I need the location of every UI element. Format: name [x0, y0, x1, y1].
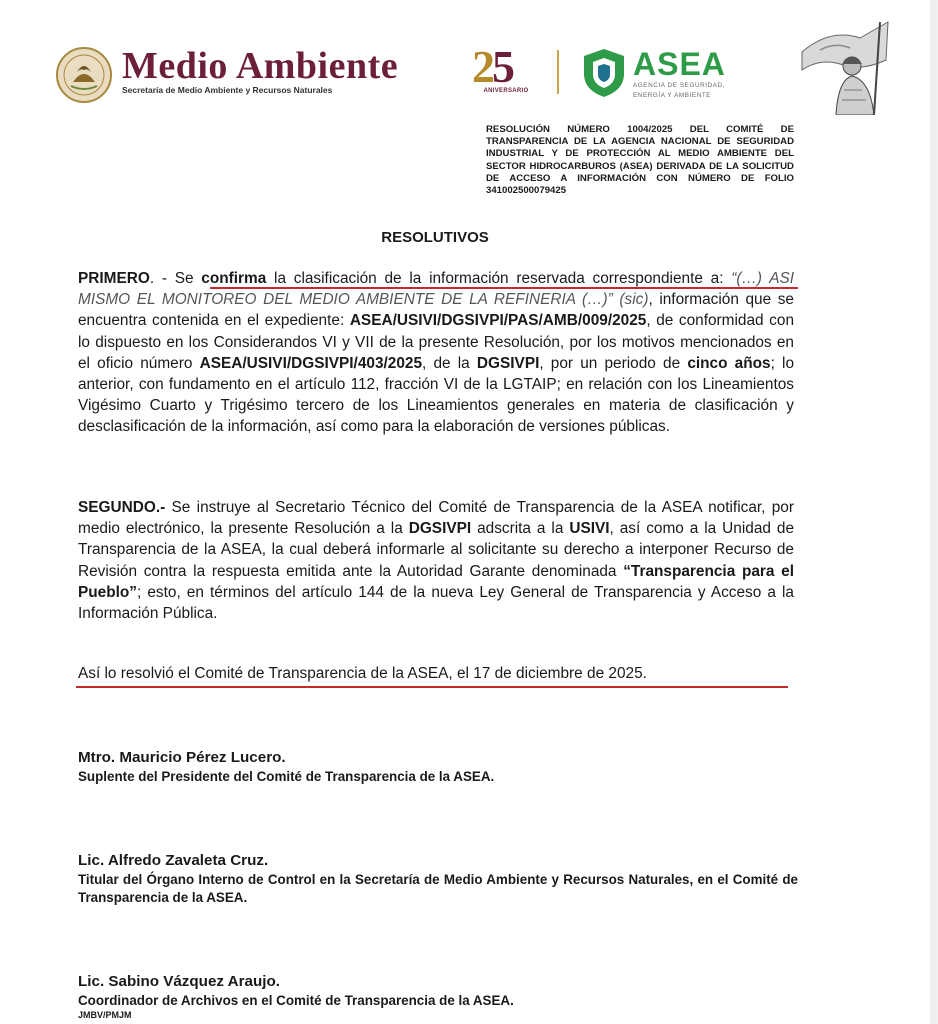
anniversary-number: 25 — [472, 41, 512, 92]
asea-tagline-2: ENERGÍA Y AMBIENTE — [633, 91, 712, 99]
segundo-authority: “Transparencia para el Pueblo” — [78, 562, 794, 601]
primero-years: cinco años — [687, 354, 771, 372]
brand-block — [122, 46, 398, 95]
signatory-role: Coordinador de Archivos en el Comité de Transparencia de la ASEA. — [78, 993, 514, 1008]
primero-text-1: Se — [174, 270, 202, 287]
signatory-name: Lic. Sabino Vázquez Araujo. — [78, 973, 280, 990]
anniversary-label: ANIVERSARIO — [483, 88, 529, 94]
brand-subtitle: Secretaría de Medio Ambiente y Recursos Naturales — [122, 85, 333, 95]
primero-dgsivpi: DGSIVPI — [476, 354, 540, 372]
primero-quote: “(…) ASI MISMO EL MONITOREO DEL MEDIO AMBIENTE DE LA REFINERIA (…)” (sic) — [78, 270, 794, 309]
resolution-number: RESOLUCIÓN NÚMERO 1004/2025 DEL COMITÉ DE TRANSPARENCIA DE LA AGENCIA NACIONAL DE SEGURIDAD INDUSTRIAL Y DE PROTECCIÓN AL MEDIO AMBIENTE DEL SECTOR HIDROCARBUROS (ASEA) DERIVADA DE LA SOLICITUD DE ACCESO A INFORMACIÓN CON NÚMERO DE FOLIO 341002500079425 — [486, 124, 794, 197]
signatory-2 — [78, 851, 798, 907]
segundo-text-3: , así como a la Unidad de Transparencia de la ASEA, la cual deberá informarle al solicitante su derecho a interponer Recurso de Revisión contra la respuesta emitida ante la Autoridad Garante denominada — [78, 520, 795, 580]
signatory-role: Suplente del Presidente del Comité de Transparencia de la ASEA. — [78, 769, 495, 784]
primero-text-5: , de la — [422, 354, 477, 372]
primero-paragraph — [78, 268, 794, 438]
segundo-label: SEGUNDO.- — [78, 499, 166, 516]
segundo-text-4: ; esto, en términos del artículo 144 de la nueva Ley General de Transparencia y Acceso a la Información Pública. — [78, 583, 794, 623]
letterhead — [0, 0, 930, 120]
primero-text-7: ; lo anterior, con fundamento en el artículo 112, fracción VI de la LGTAIP; en relación con los Lineamientos Vigésimo Cuarto y Trigésimo tercero de los Lineamientos generales en materia de clasificación y desclasificación de la información, así como para la elaboración de versiones públicas. — [78, 354, 795, 436]
asea-tagline-1: AGENCIA DE SEGURIDAD, — [633, 82, 726, 89]
asea-wordmark — [633, 48, 726, 99]
primero-confirm: confirma — [201, 270, 267, 287]
document-initials: JMBV/PMJM — [78, 1010, 132, 1020]
segundo-paragraph — [78, 497, 794, 624]
closing-statement: Así lo resolvió el Comité de Transparencia de la ASEA, el 17 de diciembre de 2025. — [78, 665, 647, 682]
closing-underline — [76, 686, 788, 688]
signatory-name: Lic. Alfredo Zavaleta Cruz. — [78, 852, 269, 869]
heroine-flag-illustration-icon — [790, 20, 890, 115]
asea-name: ASEA — [633, 46, 726, 82]
signatory-name: Mtro. Mauricio Pérez Lucero. — [78, 749, 286, 766]
primero-oficio: ASEA/USIVI/DGSIVPI/403/2025 — [199, 354, 423, 372]
primero-text-3: , información que se encuentra contenida en el expediente: — [78, 291, 794, 330]
mexico-seal-icon — [55, 46, 113, 104]
primero-label: PRIMERO — [78, 270, 150, 287]
brand-title: Medio Ambiente — [122, 45, 399, 87]
signatory-role: Titular del Órgano Interno de Control en la Secretaría de Medio Ambiente y Recursos Naturales, en el Comité de Transparencia de la ASEA. — [78, 872, 798, 905]
section-heading: RESOLUTIVOS — [381, 229, 489, 246]
primero-underline — [210, 287, 798, 289]
signatory-1 — [78, 748, 798, 786]
primero-sep: . - — [149, 270, 175, 287]
segundo-usivi: USIVI — [569, 520, 610, 538]
primero-expediente: ASEA/USIVI/DGSIVPI/PAS/AMB/009/2025 — [349, 312, 647, 330]
signatory-3 — [78, 972, 798, 1010]
primero-text-2: la clasificación de la información reservada correspondiente a: — [266, 270, 732, 287]
primero-text-4: , de conformidad con lo dispuesto en los Considerandos VI y VII de la presente Resolución, por los motivos mencionados en el oficio número — [78, 312, 795, 372]
segundo-dgsivpi: DGSIVPI — [408, 520, 472, 538]
asea-shield-icon — [582, 48, 626, 98]
segundo-text-2: adscrita a la — [471, 520, 570, 538]
logo-divider — [557, 50, 559, 94]
segundo-text-1: Se instruye al Secretario Técnico del Comité de Transparencia de la ASEA notificar, por medio electrónico, la presente Resolución a la — [78, 499, 794, 538]
primero-text-6: , por un periodo de — [539, 354, 688, 372]
anniversary-logo — [472, 41, 540, 98]
